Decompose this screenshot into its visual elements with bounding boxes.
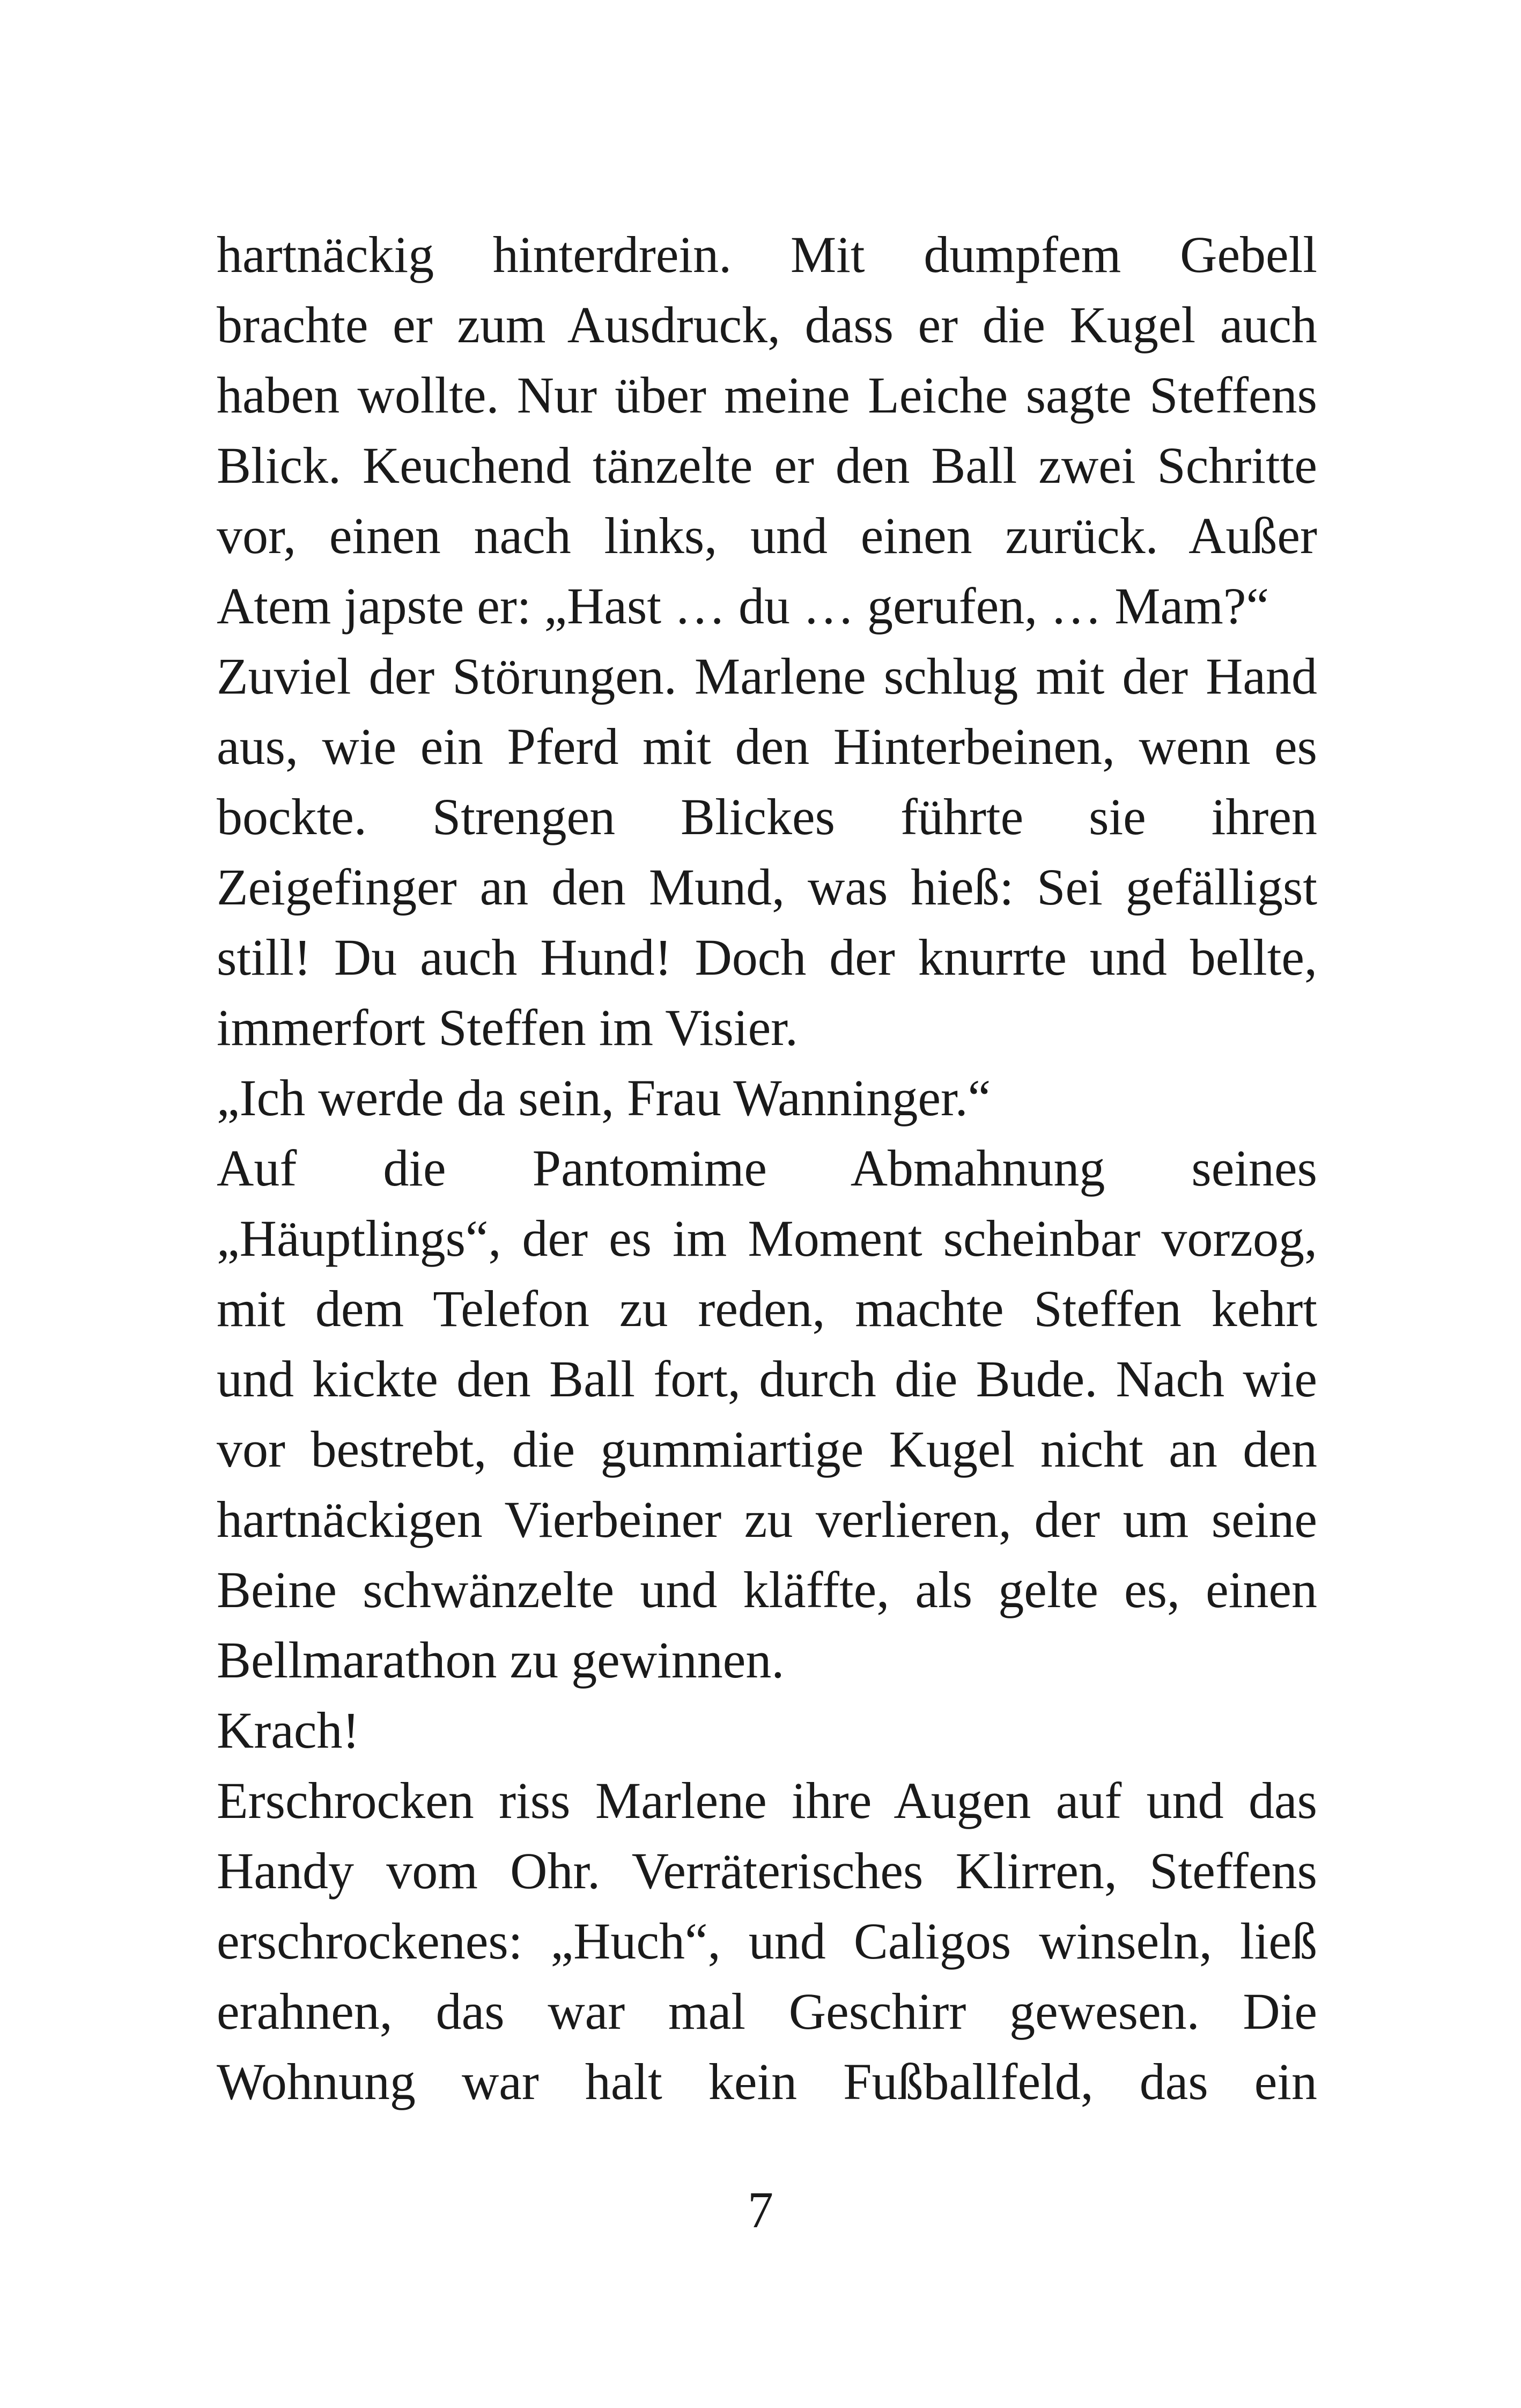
text-line: „Ich werde da sein, Frau Wanninger.“	[217, 1069, 991, 1126]
text-line: erahnen, das war mal Geschirr gewesen. Die	[217, 1983, 1317, 2040]
text-line: und kickte den Ball fort, durch die Bude. Nach wie	[217, 1350, 1317, 1408]
text-line: hartnäckig hinterdrein. Mit dumpfem Gebell	[217, 226, 1317, 283]
text-line: Zeigefinger an den Mund, was hieß: Sei gefälligst	[217, 858, 1317, 916]
text-line: Atem japste er: „Hast … du … gerufen, … Mam?“	[217, 577, 1269, 635]
text-line: erschrockenes: „Huch“, und Caligos winseln, ließ	[217, 1912, 1317, 1970]
text-line: brachte er zum Ausdruck, dass er die Kugel auch	[217, 296, 1317, 354]
text-line: Beine schwänzelte und kläffte, als gelte es, einen	[217, 1561, 1317, 1618]
text-line: Bellmarathon zu gewinnen.	[217, 1631, 785, 1689]
text-line: Handy vom Ohr. Verräterisches Klirren, Steffens	[217, 1842, 1317, 1899]
text-line: „Häuptlings“, der es im Moment scheinbar vorzog,	[217, 1210, 1317, 1267]
page-body	[217, 219, 1317, 2117]
text-line: Wohnung war halt kein Fußballfeld, das ein	[217, 2053, 1317, 2110]
text-line: Krach!	[217, 1702, 360, 1759]
text-line: Blick. Keuchend tänzelte er den Ball zwei Schritte	[217, 437, 1317, 494]
text-line: mit dem Telefon zu reden, machte Steffen kehrt	[217, 1280, 1317, 1337]
page-number: 7	[748, 2181, 773, 2238]
text-line: hartnäckigen Vierbeiner zu verlieren, der um seine	[217, 1491, 1317, 1548]
text-line: aus, wie ein Pferd mit den Hinterbeinen, wenn es	[217, 718, 1317, 775]
text-line: still! Du auch Hund! Doch der knurrte und bellte,	[217, 929, 1317, 986]
text-line: vor bestrebt, die gummiartige Kugel nicht an den	[217, 1420, 1317, 1478]
text-line: Auf die Pantomime Abmahnung seines	[217, 1139, 1317, 1197]
text-line: vor, einen nach links, und einen zurück. Außer	[217, 507, 1317, 564]
text-line: Erschrocken riss Marlene ihre Augen auf und das	[217, 1772, 1317, 1829]
text-line: haben wollte. Nur über meine Leiche sagte Steffens	[217, 366, 1317, 424]
text-line: Zuviel der Störungen. Marlene schlug mit der Hand	[217, 647, 1317, 705]
text-line: bockte. Strengen Blickes führte sie ihren	[217, 788, 1317, 845]
text-line: immerfort Steffen im Visier.	[217, 999, 798, 1056]
